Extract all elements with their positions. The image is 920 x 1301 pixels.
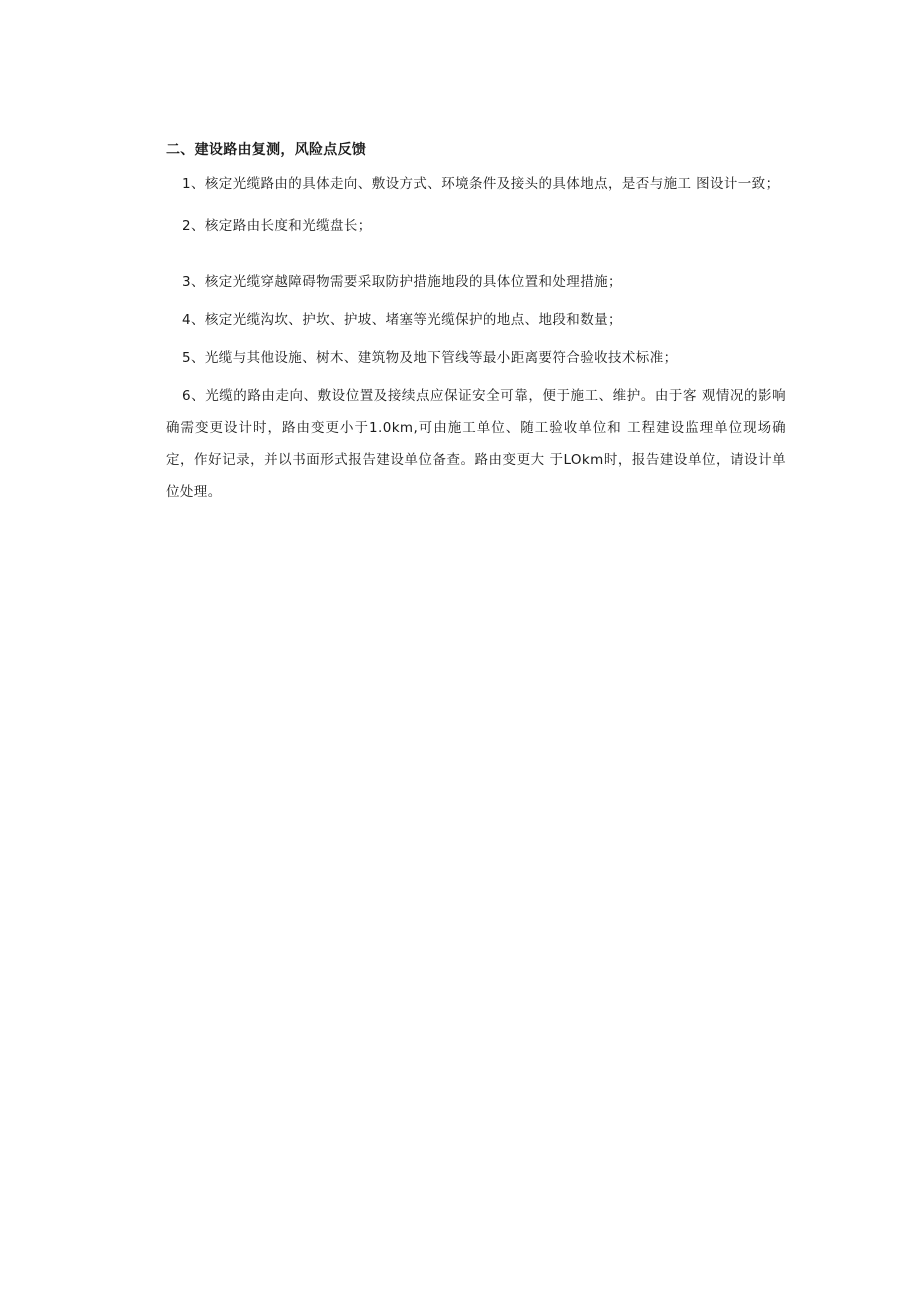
paragraph-6: 6、光缆的路由走向、敷设位置及接续点应保证安全可靠，便于施工、维护。由于客 观情况的影响确需变更设计时，路由变更小于1.0km,可由施工单位、随工验收单位和 工程建设监理单位现场确定，作好记录，并以书面形式报告建设单位备查。路由变更大 于LOkm时，报告建设单位，请设计单位处理。 xyxy=(166,388,786,500)
paragraph-4: 4、核定光缆沟坎、护坎、护坡、堵塞等光缆保护的地点、地段和数量； xyxy=(182,312,622,328)
paragraph-5: 5、光缆与其他设施、树木、建筑物及地下管线等最小距离要符合验收技术标准； xyxy=(182,350,678,366)
paragraph-1: 1、核定光缆路由的具体走向、敷设方式、环境条件及接头的具体地点，是否与施工 图设计一致； xyxy=(182,176,780,192)
section-heading: 二、建设路由复测，风险点反馈 xyxy=(166,142,367,158)
document-body xyxy=(166,136,786,508)
paragraph-2: 2、核定路由长度和光缆盘长； xyxy=(182,218,372,234)
paragraph-3: 3、核定光缆穿越障碍物需要采取防护措施地段的具体位置和处理措施； xyxy=(182,274,622,290)
